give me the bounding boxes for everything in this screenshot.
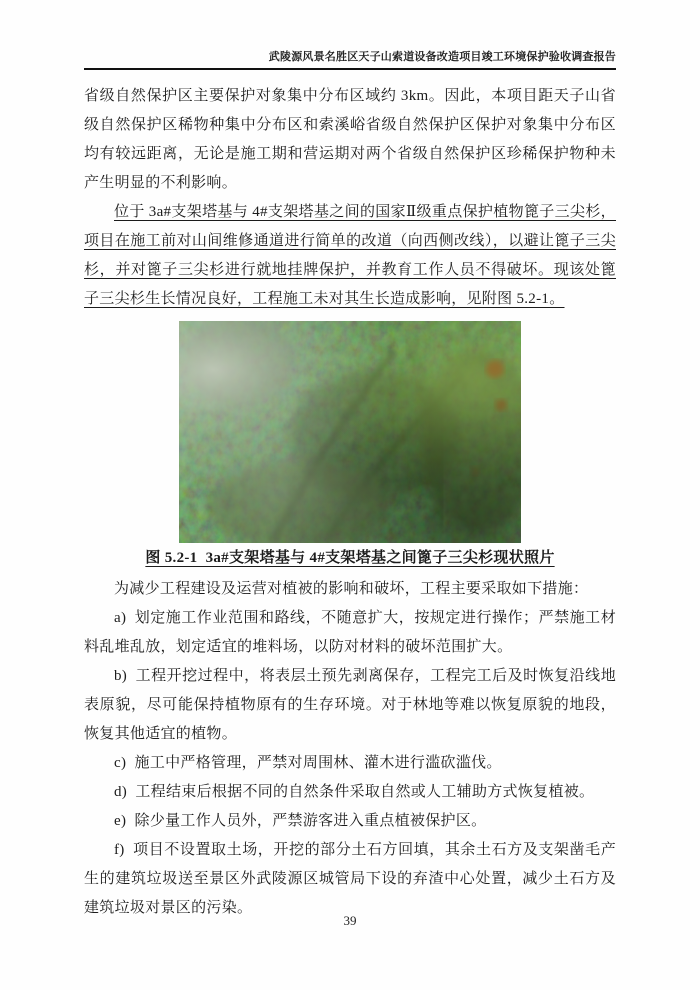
figure-caption-text: 图 5.2-1 3a#支架塔基与 4#支架塔基之间篦子三尖杉现状照片 xyxy=(145,550,555,566)
measure-label: b) xyxy=(114,668,128,684)
measure-text: 工程开挖过程中，将表层土预先剥离保存，工程完工后及时恢复沿线地表原貌，尽可能保持植物原有的生存环境。对于林地等难以恢复原貌的地段，恢复其他适宜的植物。 xyxy=(84,668,616,742)
paragraph-protection-distance: 省级自然保护区主要保护对象集中分布区域约 3km。因此，本项目距天子山省级自然保护区稀物种集中分布区和索溪峪省级自然保护区保护对象集中分布区均有较远距离，无论是施工期和营运期对两个省级自然保护区珍稀保护物种未产生明显的不利影响。 xyxy=(84,88,616,191)
page-number: 39 xyxy=(343,913,357,928)
measure-text: 划定施工作业范围和路线，不随意扩大，按规定进行操作；严禁施工材料乱堆乱放，划定适宜的堆料场，以防对材料的破坏范围扩大。 xyxy=(84,610,616,655)
measure-text: 施工中严格管理，严禁对周围林、灌木进行滥砍滥伐。 xyxy=(134,755,502,771)
document-body xyxy=(84,82,616,923)
figure-caption xyxy=(84,547,616,569)
figure-photo xyxy=(179,321,521,543)
measure-label: c) xyxy=(114,755,127,771)
page-header xyxy=(84,48,616,70)
measure-item-e xyxy=(84,807,616,836)
paragraph-protected-plant: 位于 3a#支架塔基与 4#支架塔基之间的国家Ⅱ级重点保护植物篦子三尖杉，项目在施工前对山间维修通道进行简单的改道（向西侧改线），以避让篦子三尖杉，并对篦子三尖杉进行就地挂牌保护，并教育工作人员不得破坏。现该处篦子三尖杉生长情况良好，工程施工未对其生长造成影响，见附图 5.2-1。 xyxy=(84,204,616,307)
measure-text: 项目不设置取土场，开挖的部分土石方回填，其余土石方及支架凿毛产生的建筑垃圾送至景区外武陵源区城管局下设的弃渣中心处置，减少土石方及建筑垃圾对景区的污染。 xyxy=(84,842,616,916)
measure-item-f xyxy=(84,836,616,923)
header-rule xyxy=(84,68,616,70)
measure-item-d xyxy=(84,778,616,807)
measure-item-a xyxy=(84,604,616,662)
measure-label: d) xyxy=(114,784,128,800)
measure-text: 工程结束后根据不同的自然条件采取自然或人工辅助方式恢复植被。 xyxy=(135,784,595,800)
measure-item-c xyxy=(84,749,616,778)
header-title: 武陵源风景名胜区天子山索道设备改造项目竣工环境保护验收调查报告 xyxy=(268,51,616,63)
paragraph-measures-intro: 为减少工程建设及运营对植被的影响和破坏，工程主要采取如下措施： xyxy=(114,581,589,597)
measure-text: 除少量工作人员外，严禁游客进入重点植被保护区。 xyxy=(134,813,487,829)
forest-photo-graphic xyxy=(179,321,521,543)
measure-label: f) xyxy=(114,842,125,858)
measure-label: a) xyxy=(114,610,127,626)
measure-item-b xyxy=(84,662,616,749)
measure-label: e) xyxy=(114,813,127,829)
